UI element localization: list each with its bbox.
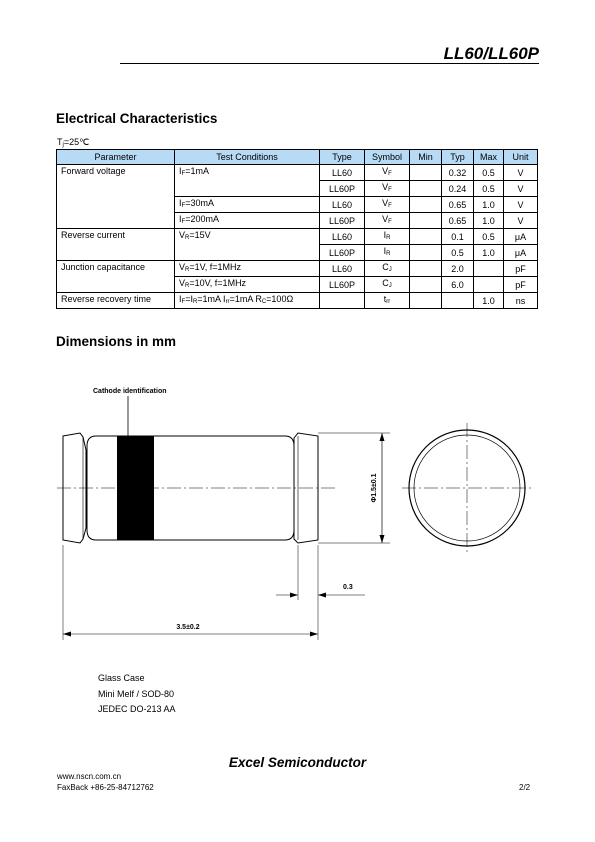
- condition-text: =1mA: [185, 166, 209, 177]
- type-cell: LL60: [320, 229, 365, 245]
- faxback-number: FaxBack +86-25-84712762: [57, 783, 154, 792]
- unit-cell: V: [504, 165, 538, 181]
- symbol-subscript: J: [388, 283, 392, 290]
- unit-cell: pF: [504, 261, 538, 277]
- condition-text: =10V, f=1MHz: [189, 278, 247, 289]
- symbol-text: C: [382, 262, 389, 273]
- temperature-condition: $T_j=25℃$: [57, 137, 90, 148]
- symbol-text: C: [382, 278, 389, 289]
- column-header: Unit: [504, 150, 538, 165]
- typ-cell: 0.1: [442, 229, 474, 245]
- condition-subscript: R: [185, 267, 190, 274]
- condition-subscript: R: [185, 283, 190, 290]
- condition-subscript: F: [181, 219, 186, 226]
- max-cell: 0.5: [474, 181, 504, 197]
- part-number-title: LL60/LL60P: [443, 44, 539, 63]
- type-cell: LL60: [320, 197, 365, 213]
- condition-text: I: [179, 214, 182, 225]
- condition-text: I: [179, 198, 182, 209]
- type-cell: LL60P: [320, 213, 365, 229]
- website-link[interactable]: www.nscn.com.cn: [57, 772, 122, 781]
- unit-cell: V: [504, 197, 538, 213]
- type-cell: LL60P: [320, 245, 365, 261]
- cathode-identification-label: Cathode identification: [93, 388, 167, 395]
- package-line-3: JEDEC DO-213 AA: [98, 704, 176, 714]
- max-cell: 0.5: [474, 229, 504, 245]
- typ-cell: 0.5: [442, 245, 474, 261]
- symbol-subscript: R: [386, 235, 391, 242]
- symbol-subscript: F: [388, 219, 392, 226]
- condition-text: =30mA: [185, 198, 214, 209]
- condition-subscript: F: [181, 299, 186, 306]
- condition-text: =100Ω: [266, 294, 294, 305]
- package-line-2: Mini Melf / SOD-80: [98, 689, 175, 699]
- symbol-subscript: rr: [386, 299, 391, 306]
- typ-cell: 0.32: [442, 165, 474, 181]
- condition-text: I: [179, 294, 182, 305]
- condition-text: I: [179, 166, 182, 177]
- column-header: Max: [474, 150, 504, 165]
- company-name: Excel Semiconductor: [228, 755, 367, 770]
- condition-subscript: C: [261, 299, 267, 306]
- dimensions-title: Dimensions in mm: [56, 334, 177, 349]
- condition-text: V: [179, 278, 186, 289]
- condition-subscript: R: [192, 299, 198, 306]
- unit-cell: ns: [504, 293, 538, 309]
- symbol-text: V: [382, 182, 389, 193]
- condition-subscript: F: [181, 203, 186, 210]
- max-cell: 1.0: [474, 197, 504, 213]
- symbol-subscript: F: [388, 203, 392, 210]
- column-header: Test Conditions: [175, 150, 320, 165]
- type-cell: LL60P: [320, 181, 365, 197]
- type-cell: LL60P: [320, 277, 365, 293]
- parameter-cell: Junction capacitance: [57, 261, 175, 293]
- electrical-characteristics-title: Electrical Characteristics: [56, 111, 218, 126]
- unit-cell: μA: [504, 245, 538, 261]
- type-cell: LL60: [320, 165, 365, 181]
- typ-cell: 6.0: [442, 277, 474, 293]
- condition-text: =1mA R: [229, 294, 262, 305]
- typ-cell: 0.65: [442, 197, 474, 213]
- typ-cell: 0.24: [442, 181, 474, 197]
- column-header: Typ: [442, 150, 474, 165]
- max-cell: 1.0: [474, 213, 504, 229]
- unit-cell: V: [504, 181, 538, 197]
- column-header: Type: [320, 150, 365, 165]
- symbol-subscript: R: [386, 251, 391, 258]
- parameter-cell: Forward voltage: [57, 165, 175, 229]
- condition-text: =200mA: [185, 214, 219, 225]
- overall-length-label: 3.5±0.2: [176, 624, 200, 631]
- page-number: 2/2: [519, 783, 531, 792]
- column-header: Symbol: [365, 150, 410, 165]
- max-cell: 0.5: [474, 165, 504, 181]
- typ-cell: 0.65: [442, 213, 474, 229]
- condition-subscript: R: [185, 235, 190, 242]
- unit-cell: μA: [504, 229, 538, 245]
- condition-text: V: [179, 262, 186, 273]
- symbol-text: V: [382, 166, 389, 177]
- symbol-text: V: [382, 198, 389, 209]
- symbol-text: V: [382, 214, 389, 225]
- condition-text: =1mA I: [197, 294, 226, 305]
- diameter-label: Φ1.5±0.1: [371, 473, 378, 503]
- symbol-text: t: [383, 294, 387, 305]
- symbol-subscript: F: [388, 171, 392, 178]
- condition-text: =1V, f=1MHz: [189, 262, 242, 273]
- cap-length-label: 0.3: [343, 584, 353, 591]
- column-header: Min: [410, 150, 442, 165]
- parameter-cell: Reverse current: [57, 229, 175, 261]
- condition-subscript: F: [181, 171, 186, 178]
- column-header: Parameter: [57, 150, 175, 165]
- typ-cell: 2.0: [442, 261, 474, 277]
- condition-text: V: [179, 230, 186, 241]
- type-cell: LL60: [320, 261, 365, 277]
- symbol-subscript: J: [388, 267, 392, 274]
- parameter-cell: Reverse recovery time: [57, 293, 175, 309]
- symbol-text: I: [383, 230, 387, 241]
- symbol-subscript: F: [388, 187, 392, 194]
- max-cell: 1.0: [474, 245, 504, 261]
- unit-cell: pF: [504, 277, 538, 293]
- condition-subscript: rr: [225, 299, 230, 306]
- symbol-text: I: [383, 246, 387, 257]
- max-cell: 1.0: [474, 293, 504, 309]
- condition-text: =15V: [189, 230, 211, 241]
- package-line-1: Glass Case: [98, 673, 145, 683]
- unit-cell: V: [504, 213, 538, 229]
- condition-text: =I: [185, 294, 193, 305]
